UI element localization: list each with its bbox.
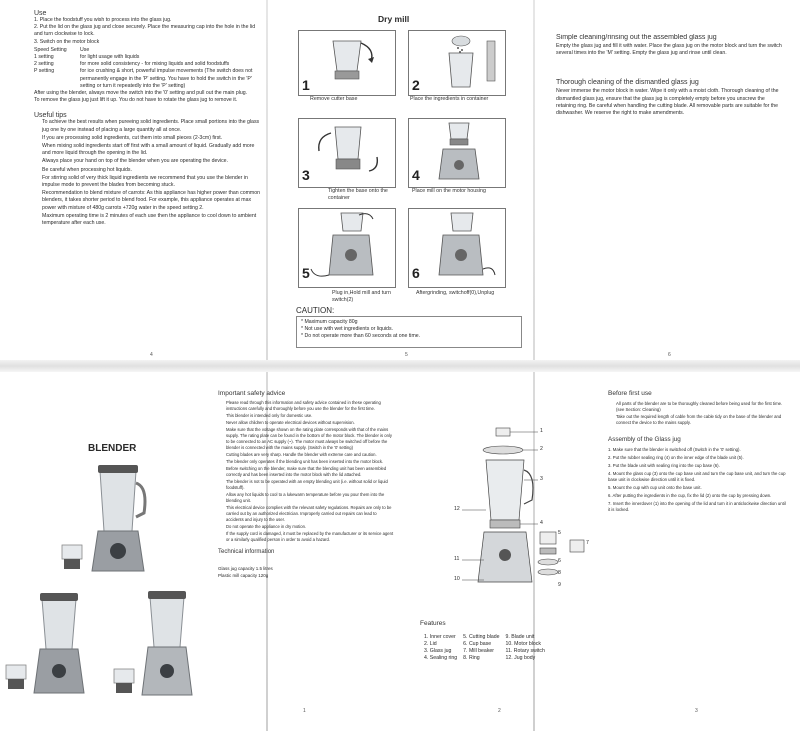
speed-row — [34, 61, 262, 68]
blender-photo-3 — [114, 591, 192, 695]
cleaning-heading: Simple cleaning/rinsing out the assembled glass jug — [556, 34, 717, 41]
callout-12: 12 — [454, 506, 460, 512]
tighten-base-illustration — [299, 119, 395, 187]
figure-2 — [408, 30, 506, 96]
speed-use: for light usage with liquids — [80, 54, 140, 61]
figure-5 — [298, 208, 396, 288]
figure-number: 5 — [302, 265, 310, 281]
safety-item: • The blender only operates if the blending unit has been inserted into the motor block. — [226, 459, 394, 465]
features-table — [424, 634, 551, 662]
tip-item: • To achieve the best results when pureeing solid ingredients. Place small portions into the glass jug one by one instead of placing a large quantity all at once. — [42, 119, 262, 133]
use-steps — [34, 17, 262, 46]
feature-item: 11. Rotary switch — [505, 648, 545, 654]
before-first-use-list — [608, 401, 788, 426]
feature-item: 12. Jug body — [505, 655, 536, 661]
tip-item: • Maximum operating time is 2 minutes of each use then the appliance to cool down to ambient temperature after each use. — [42, 213, 262, 227]
switch-off-illustration — [409, 209, 505, 287]
mill-filling-illustration — [409, 31, 505, 95]
caution-box — [296, 316, 522, 348]
blender-photo-1 — [62, 465, 145, 571]
safety-item: • This electrical device complies with the relevant safety regulations. Repairs are only to be carried out by an authorized electrician. Improperly carried out repairs can lead to accidents and injury to the user. — [226, 505, 394, 523]
feature-item: 5. Cutting blade — [463, 634, 500, 640]
caution-heading: CAUTION: — [296, 306, 335, 315]
safety-item: • If the supply cord is damaged, it must be replaced by the manufacturer or its service agent or a similarly qualified person in order to avoid a hazard. — [226, 531, 394, 543]
callout-7: 7 — [586, 540, 589, 546]
safety-item: • Before switching on the blender, make sure that the blending unit has been assembled correctly and has been inserted into the motor block with the lid attached. — [226, 466, 394, 478]
page-number: 1 — [303, 708, 306, 714]
feature-item: 3. Glass jug — [424, 648, 452, 654]
feature-row — [424, 634, 551, 641]
caution-line: * Not use with wet ingredients or liquids. — [301, 326, 393, 333]
feature-item: 8. Ring — [463, 655, 480, 661]
caution-line: * Do not operate more than 60 seconds at one time. — [301, 333, 421, 340]
figure-4 — [408, 118, 506, 188]
page-number: 3 — [695, 708, 698, 714]
tip-item: • Always place your hand on top of the blender when you are operating the device. — [42, 158, 262, 165]
tech-line: Glass jug capacity 1.5 litres — [218, 566, 273, 571]
use-step: 2. Put the lid on the glass jug and close securely. Place the measuring cap into the hole in the lid and turn clockwise to lock. — [34, 24, 256, 38]
figure-number: 6 — [412, 265, 420, 281]
assembly-step: 2. Put the rubber sealing ring (4) on the inner edge of the blade unit (5). — [608, 455, 744, 460]
assembly-step: 3. Put the blade unit with sealing ring into the cup base (6). — [608, 463, 720, 468]
speed-row — [34, 54, 262, 61]
first-use-item: • Take out the required length of cable from the cable tidy on the base of the blender and connect the device to the mains supply. — [616, 414, 788, 426]
feature-item: 6. Cup base — [463, 641, 492, 647]
assembly-step: 1. Make sure that the blender is switched off (Switch in the '0' setting). — [608, 447, 741, 452]
remove-jug-text: To remove the glass jug just lift it up. You do not have to rotate the glass jug to remove it. — [34, 97, 238, 104]
speed-table — [34, 54, 262, 90]
use-heading: Use — [34, 10, 47, 17]
figure-caption: Remove cutter base — [310, 96, 358, 102]
speed-row — [34, 68, 262, 90]
thorough-cleaning-heading: Thorough cleaning of the dismantled glass jug — [556, 79, 699, 87]
speed-use: for ice crushing & short, powerful impulse movements (The switch does not permanently engage in the 'P' setting. You have to hold the switch in the 'P' setting or turn it repeatedly into the 'P' setting) — [80, 68, 253, 89]
callout-6: 6 — [558, 558, 561, 564]
safety-item: • Make sure that the voltage shown on the rating plate corresponds with that of the mains supply. The rating plate can be found in the bottom of the motor block. The blender is only to be connected to an AC supply (~). The motor must always be switched off before the blender is connected with the mains supply. (Switch in the '0' setting) — [226, 427, 394, 451]
page-number: 4 — [150, 352, 153, 358]
assembly-heading: Assembly of the Glass jug — [608, 436, 681, 443]
callout-1: 1 — [540, 428, 543, 434]
callout-3: 3 — [540, 476, 543, 482]
assembly-step: 7. Insert the innerdover (1) into the opening of the lid and turn it in anticlockwise direction until it is locked. — [608, 501, 786, 512]
safety-item: • Please read through this information and safety advice contained in these operating instructions carefully and thoroughly before you use the blender for the first time. — [226, 400, 394, 412]
speed-use: for more solid consistency - for mixing liquids and solid foodstuffs — [80, 61, 230, 68]
feature-row — [424, 655, 551, 662]
safety-heading: Important safety advice — [218, 390, 286, 397]
callout-11: 11 — [454, 556, 460, 562]
feature-item: 2. Lid — [424, 641, 437, 647]
speed-setting: 2 setting — [34, 61, 54, 68]
callout-9: 9 — [558, 582, 561, 588]
feature-row — [424, 641, 551, 648]
features-heading: Features — [420, 620, 446, 627]
assembly-step: 5. Mount the cup with cup unit onto the base unit. — [608, 485, 702, 490]
feature-row — [424, 648, 551, 655]
speed-header-use: Use — [80, 46, 90, 53]
figure-1 — [298, 30, 396, 96]
useful-tips-heading: Useful tips — [34, 112, 67, 120]
safety-item: • Cutting blades are very sharp. Handle the blender with extreme care and caution. — [226, 452, 394, 458]
speed-setting: 1 setting — [34, 54, 54, 61]
callout-2: 2 — [540, 446, 543, 452]
safety-list — [218, 400, 394, 543]
cover-title: BLENDER — [88, 443, 137, 454]
figure-caption: Plug in,Hold mill and turn switch(2) — [332, 290, 391, 303]
plug-in-illustration — [299, 209, 395, 287]
assembly-step: 4. Mount the glass cup (3) onto the cup base unit and turn the cup base unit, and turn the cup base unit in clockwise direction until it is fixed. — [608, 471, 786, 482]
callout-5: 5 — [558, 530, 561, 536]
page-3 — [608, 390, 788, 710]
page-6 — [556, 34, 782, 234]
safety-item: • Never allow children to operate electrical devices without supervision. — [226, 420, 394, 426]
speed-setting: P setting — [34, 68, 55, 75]
callout-10: 10 — [454, 576, 460, 582]
thorough-cleaning-text: Never immerse the motor block in water. Wipe it only with a moist cloth. Thorough cleaning of the dismantled glass jug, ensure that the glass jug is completely empty before you unscrew the retaining ring. Be careful when handling the cutting blade. All removable parts are suitable for the dishwasher. We reserve the right to make amendments. — [556, 88, 779, 117]
assembly-step: 6. After putting the ingredients in the cup, fix the lid (2) onto the cup by pressing down. — [608, 493, 772, 498]
page-2 — [410, 420, 600, 710]
figure-number: 3 — [302, 167, 310, 183]
safety-item: • Do not operate the appliance in dry motion. — [226, 524, 394, 530]
blender-photo-2 — [6, 593, 84, 693]
place-mill-illustration — [409, 119, 505, 187]
feature-item: 1. Inner cover — [424, 634, 456, 640]
cleaning-text: Empty the glass jug and fill it with water. Place the glass jug on the motor block and turn the switch several times into the 'M' setting. Empty the glass jug and rinse until clean. — [556, 43, 782, 57]
use-step: 1. Place the foodstuff you wish to process into the glass jug. — [34, 17, 172, 23]
speed-header-setting: Speed Setting — [34, 46, 67, 53]
tip-item: • When mixing solid ingredients start off first with a small amount of liquid. Gradually add more and more liquid through the opening in the lid. — [42, 143, 262, 157]
safety-item: • This blender is intended only for domestic use. — [226, 413, 394, 419]
first-use-item: • All parts of the blender are to be thoroughly cleaned before being used for the first time. (see Section: Cleaning) — [616, 401, 788, 413]
page-number: 6 — [668, 352, 671, 358]
feature-item: 4. Sealing ring — [424, 655, 458, 661]
page-number: 2 — [498, 708, 501, 714]
useful-tips-list — [34, 119, 262, 227]
feature-item: 10. Motor block — [505, 641, 541, 647]
tech-line: Plastic mill capacity 120g — [218, 573, 269, 579]
before-first-use-heading: Before first use — [608, 390, 652, 397]
figure-caption: Aftergrinding, switchoff(0),Unplug — [416, 290, 495, 296]
figure-number: 2 — [412, 77, 420, 93]
page-4 — [34, 10, 262, 360]
dry-mill-title: Dry mill — [378, 14, 410, 24]
figure-6 — [408, 208, 506, 288]
figure-caption: Place mill on the motor housing — [412, 188, 486, 194]
mill-disassembled-illustration — [299, 31, 395, 95]
callout-4: 4 — [540, 520, 543, 526]
page-1 — [218, 390, 394, 710]
tip-item: • Recommendation to blend mixture of carrots: As this appliance has higher power than common blenders, it takes shorter period to blend food. For example, this appliance operates at max power with mixture of 480g carrots +720g water in the speed setting 2. — [42, 190, 262, 212]
callout-8: 8 — [558, 570, 561, 576]
speed-header — [34, 47, 262, 54]
page-number: 5 — [405, 352, 408, 358]
assembly-steps — [608, 447, 788, 513]
exploded-view-diagram — [410, 420, 600, 620]
figure-number: 1 — [302, 77, 310, 93]
figure-caption: Tighten the base onto the container — [328, 188, 388, 201]
technical-heading: Technical information — [218, 549, 275, 555]
feature-item: 9. Blade unit — [505, 634, 535, 640]
caution-line: * Maximum capacity 80g — [301, 319, 358, 325]
page-5 — [288, 10, 528, 362]
tip-item: • For stirring solid of very thick liquid ingredients we recommend that you use the blender in impulse mode to prevent the blades from becoming stuck. — [42, 175, 262, 189]
tip-item: • If you are processing solid ingredients, cut them into small pieces (2-3cm) first. — [42, 135, 262, 142]
figure-number: 4 — [412, 167, 420, 183]
tip-item: • Be careful when processing hot liquids. — [42, 167, 262, 174]
safety-item: • Allow any hot liquids to cool to a lukewarm temperature before you pour them into the blending unit. — [226, 492, 394, 504]
figure-3 — [298, 118, 396, 188]
figure-caption: Place the ingredients in container — [410, 96, 489, 102]
feature-item: 7. Mill beaker — [463, 648, 495, 654]
after-use-text: After using the blender, always move the switch into the '0' setting and pull out the main plug. — [34, 90, 248, 97]
safety-item: • The blender is not to be operated with an empty blending unit (i.e. without solid or liquid foodstuff). — [226, 479, 394, 491]
use-step: 3. Switch on the motor block — [34, 38, 100, 45]
